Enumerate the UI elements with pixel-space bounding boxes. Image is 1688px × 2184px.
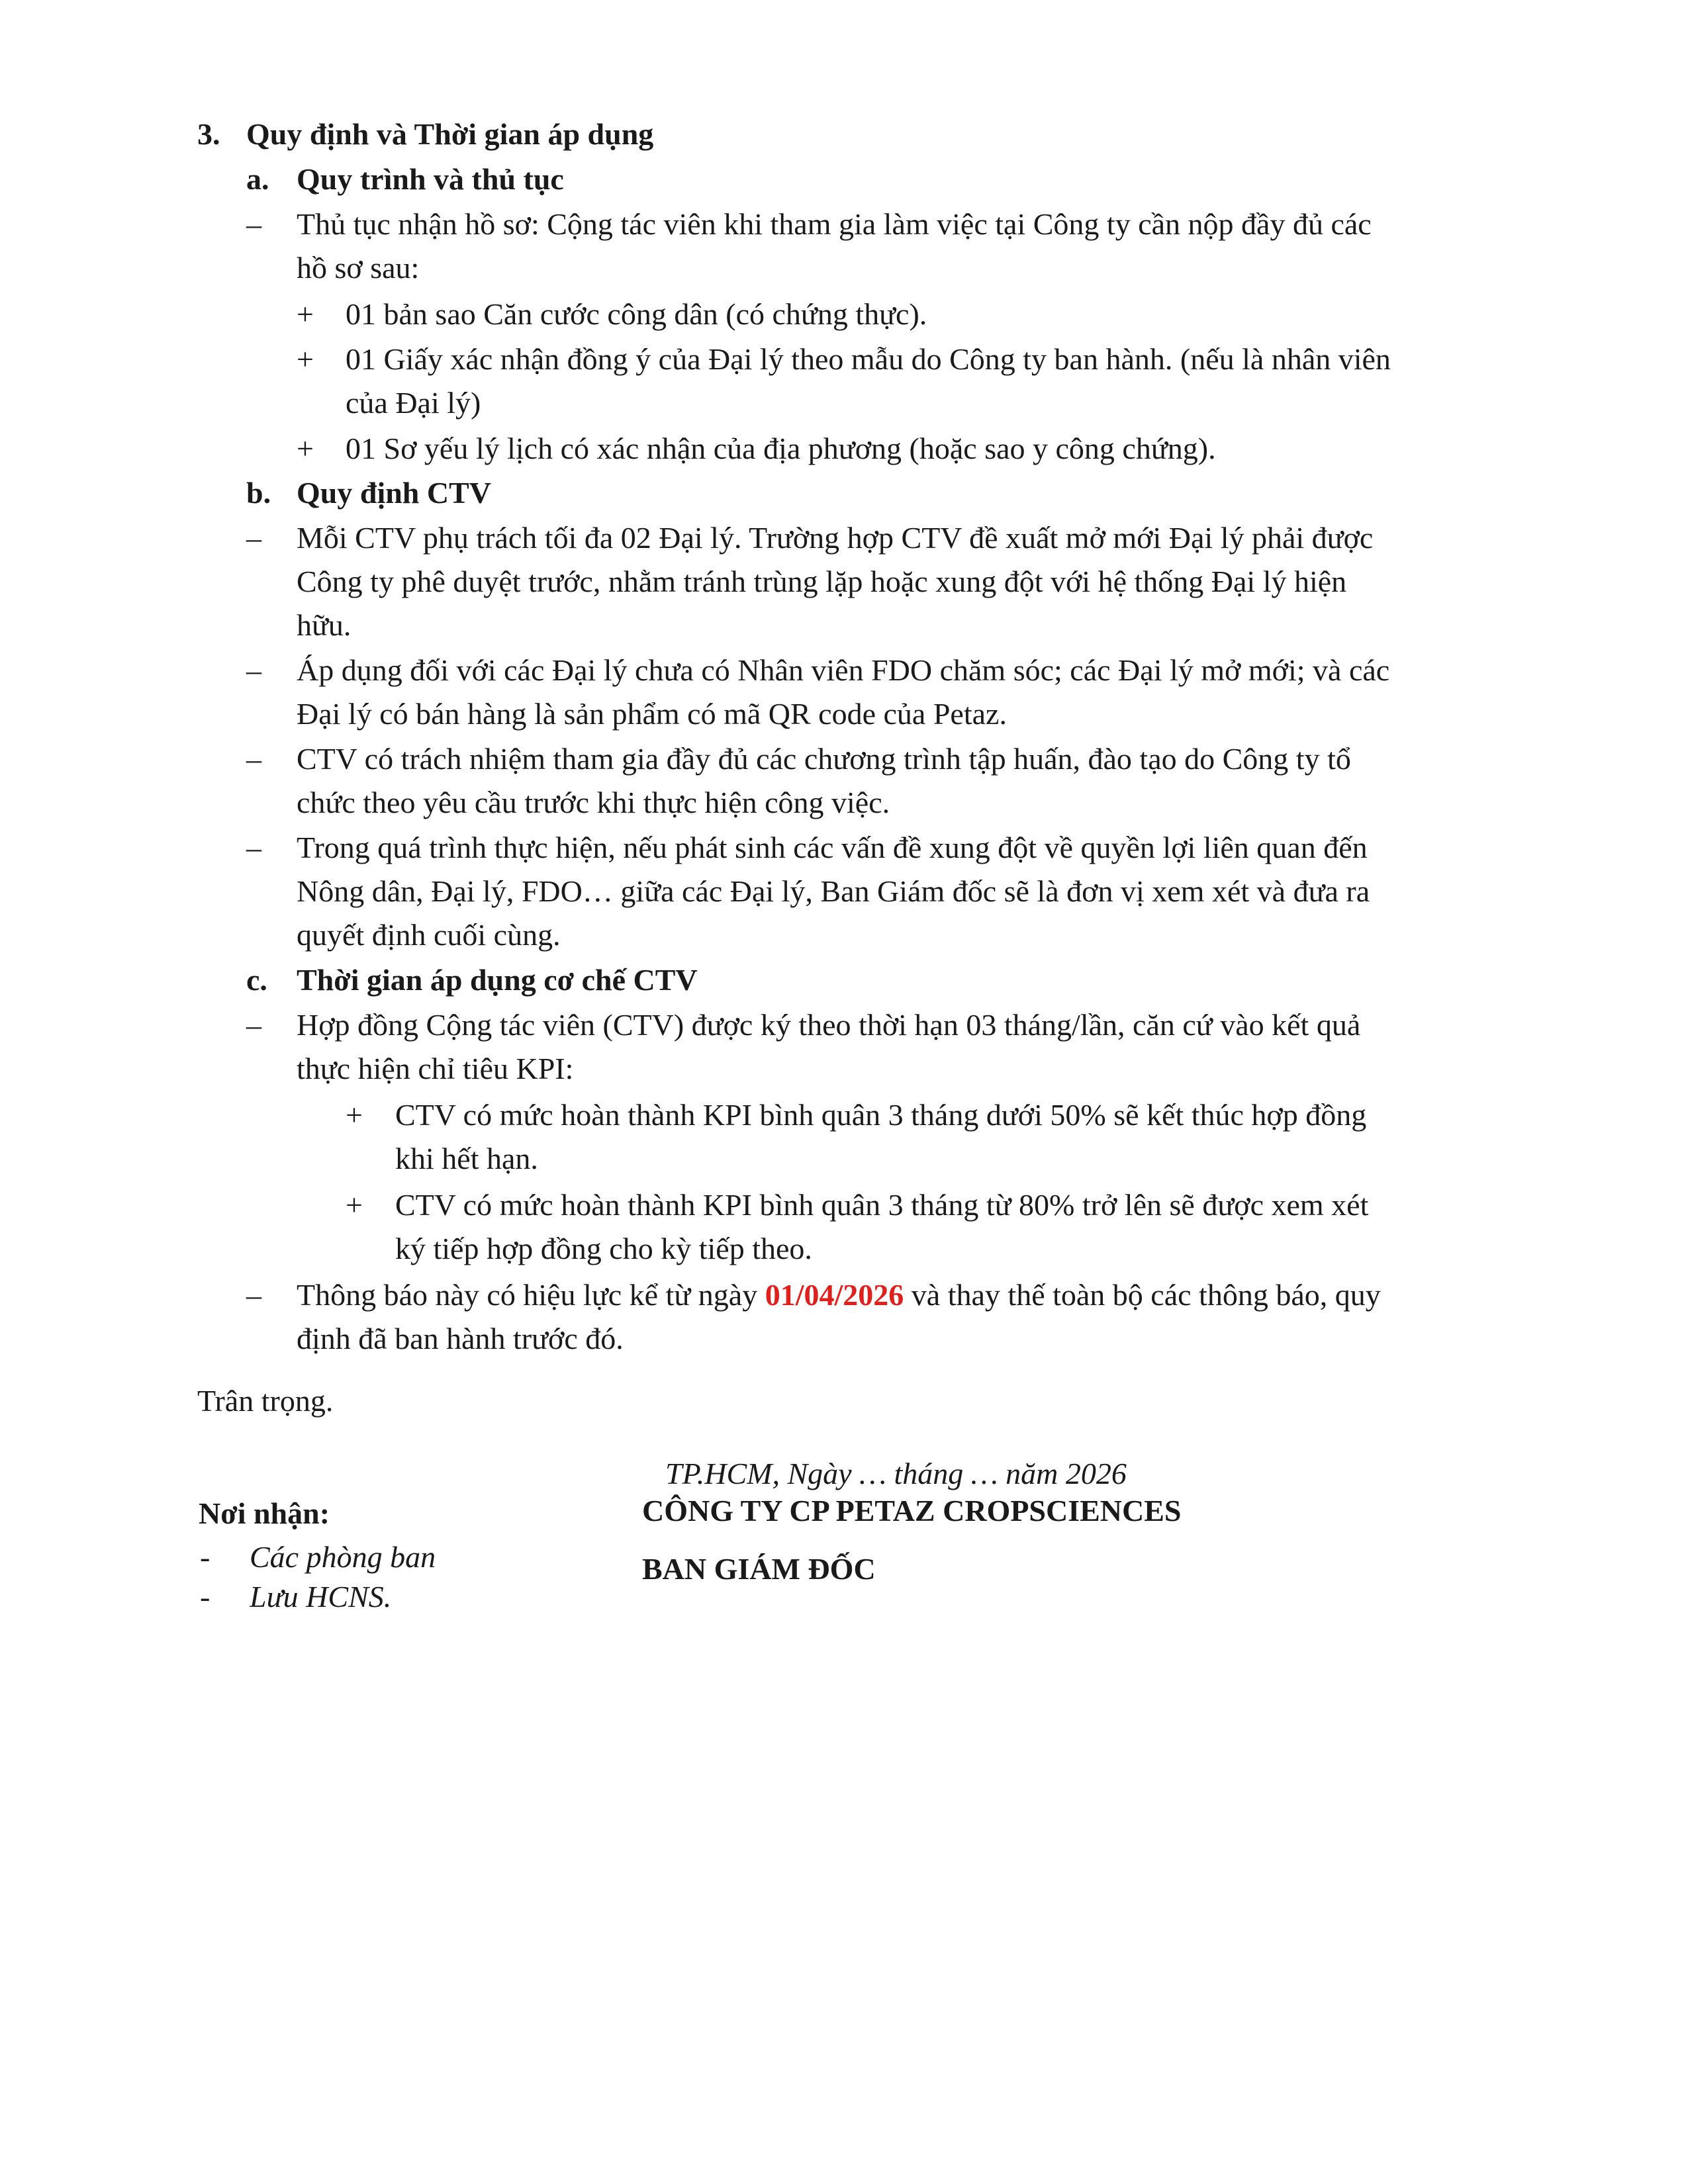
c-item2-line2: định đã ban hành trước đó.: [297, 1322, 624, 1355]
company-name: CÔNG TY CP PETAZ CROPSCIENCES: [642, 1494, 1182, 1527]
dash-marker: –: [246, 1278, 261, 1312]
recipient-item: Các phòng ban: [250, 1540, 436, 1574]
dash-marker: –: [246, 653, 261, 687]
closing-text: Trân trọng.: [197, 1384, 334, 1418]
b-item4-line2: Nông dân, Đại lý, FDO… giữa các Đại lý, Ban Giám đốc sẽ là đơn vị xem xét và đưa ra: [297, 874, 1370, 908]
a-sub2-line2: của Đại lý): [346, 386, 481, 420]
subsection-a-title: Quy trình và thủ tục: [297, 162, 564, 196]
c-sub2-line1: CTV có mức hoàn thành KPI bình quân 3 tháng từ 80% trở lên sẽ được xem xét: [395, 1188, 1369, 1222]
dash-marker: –: [246, 521, 261, 555]
hyphen-marker: -: [200, 1540, 211, 1574]
c-item2-line1: [297, 1277, 1381, 1314]
a-sub3: 01 Sơ yếu lý lịch có xác nhận của địa phương (hoặc sao y công chứng).: [346, 432, 1216, 465]
subsection-b-label: b.: [246, 476, 271, 510]
recipients-title: Nơi nhận:: [199, 1496, 330, 1530]
b-item4-line1: Trong quá trình thực hiện, nếu phát sinh các vấn đề xung đột về quyền lợi liên quan đến: [297, 831, 1368, 864]
b-item4-line3: quyết định cuối cùng.: [297, 918, 561, 952]
a-sub1: 01 bản sao Căn cước công dân (có chứng thực).: [346, 297, 927, 331]
dash-marker: –: [246, 1008, 261, 1042]
a-sub2-line1: 01 Giấy xác nhận đồng ý của Đại lý theo mẫu do Công ty ban hành. (nếu là nhân viên: [346, 342, 1391, 376]
b-item1-line2: Công ty phê duyệt trước, nhằm tránh trùng lặp hoặc xung đột với hệ thống Đại lý hiện: [297, 565, 1347, 598]
b-item2-line2: Đại lý có bán hàng là sản phẩm có mã QR code của Petaz.: [297, 697, 1007, 731]
b-item3-line1: CTV có trách nhiệm tham gia đầy đủ các chương trình tập huấn, đào tạo do Công ty tổ: [297, 742, 1351, 776]
c-item2-text-before: Thông báo này có hiệu lực kể từ ngày: [297, 1278, 765, 1312]
a-item1-line1: Thủ tục nhận hồ sơ: Cộng tác viên khi tham gia làm việc tại Công ty cần nộp đầy đủ các: [297, 207, 1372, 241]
c-item2-text-after: và thay thế toàn bộ các thông báo, quy: [904, 1278, 1381, 1312]
subsection-a-label: a.: [246, 162, 269, 196]
plus-marker: +: [346, 1098, 363, 1132]
hyphen-marker: -: [200, 1580, 211, 1614]
c-item1-line1: Hợp đồng Cộng tác viên (CTV) được ký theo thời hạn 03 tháng/lần, căn cứ vào kết quả: [297, 1008, 1361, 1042]
a-item1-line2: hồ sơ sau:: [297, 251, 420, 285]
section-number: 3.: [197, 117, 220, 151]
board-of-directors: BAN GIÁM ĐỐC: [642, 1552, 876, 1586]
plus-marker: +: [297, 342, 314, 376]
subsection-c-title: Thời gian áp dụng cơ chế CTV: [297, 963, 698, 997]
plus-marker: +: [346, 1188, 363, 1222]
dash-marker: –: [246, 831, 261, 864]
section-title: Quy định và Thời gian áp dụng: [246, 117, 654, 151]
dash-marker: –: [246, 207, 261, 241]
c-sub2-line2: ký tiếp hợp đồng cho kỳ tiếp theo.: [395, 1232, 812, 1265]
subsection-b-title: Quy định CTV: [297, 476, 492, 510]
c-sub1-line1: CTV có mức hoàn thành KPI bình quân 3 tháng dưới 50% sẽ kết thúc hợp đồng: [395, 1098, 1367, 1132]
place-date: TP.HCM, Ngày … tháng … năm 2026: [665, 1457, 1127, 1490]
b-item3-line2: chức theo yêu cầu trước khi thực hiện công việc.: [297, 786, 890, 819]
b-item2-line1: Áp dụng đối với các Đại lý chưa có Nhân viên FDO chăm sóc; các Đại lý mở mới; và các: [297, 653, 1390, 687]
plus-marker: +: [297, 432, 314, 465]
plus-marker: +: [297, 297, 314, 331]
effective-date: 01/04/2026: [765, 1278, 904, 1312]
c-sub1-line2: khi hết hạn.: [395, 1142, 538, 1175]
subsection-c-label: c.: [246, 963, 267, 997]
recipient-item: Lưu HCNS.: [250, 1580, 392, 1614]
b-item1-line3: hữu.: [297, 608, 352, 642]
b-item1-line1: Mỗi CTV phụ trách tối đa 02 Đại lý. Trường hợp CTV đề xuất mở mới Đại lý phải được: [297, 521, 1374, 555]
c-item1-line2: thực hiện chỉ tiêu KPI:: [297, 1052, 574, 1085]
dash-marker: –: [246, 742, 261, 776]
